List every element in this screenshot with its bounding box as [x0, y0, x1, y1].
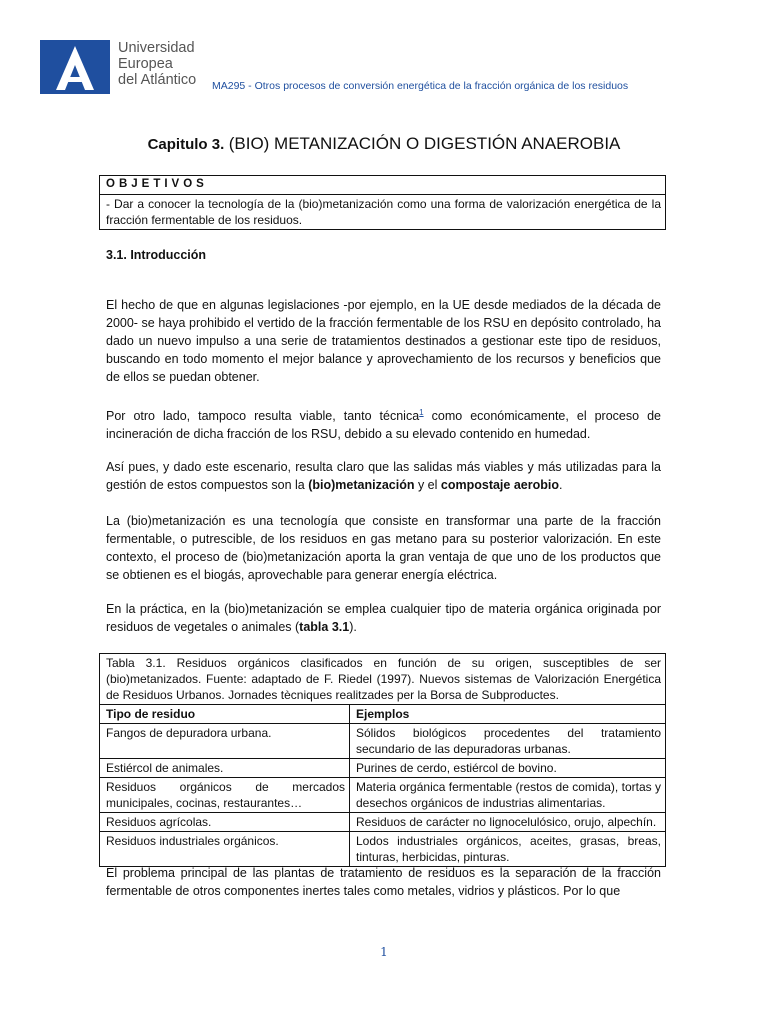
university-name-line: del Atlántico: [118, 72, 197, 88]
paragraph: [106, 600, 661, 636]
paragraph: [106, 404, 661, 443]
paragraph: [106, 458, 661, 494]
table-cell: Residuos agrícolas.: [100, 813, 350, 832]
paragraph-text: ).: [349, 620, 357, 634]
paragraph: El hecho de que en algunas legislaciones -por ejemplo, en la UE desde mediados de la década de 2000- se haya prohibido el vertido de la fracción fermentable de los RSU en depósito controlado, ha dado un nuevo impulso a una serie de tratamientos destinados a gestionar este tipo de residuos, buscando en todo momento el mejor balance y aprovechamiento de los recursos y beneficios que de ellos se puedan obtener.: [106, 298, 661, 384]
table-cell: Estiércol de animales.: [100, 759, 350, 778]
university-name-line: Universidad: [118, 40, 195, 56]
table-caption-row: [100, 654, 666, 705]
table-cell: Residuos industriales orgánicos.: [100, 832, 350, 867]
table-row: [100, 759, 666, 778]
objectives-text: - Dar a conocer la tecnología de la (bio)metanización como una forma de valorización energética de la fracción fermentable de los residuos.: [106, 197, 661, 227]
residue-table: [99, 653, 666, 867]
objectives-heading: OBJETIVOS: [100, 176, 665, 195]
table-row: [100, 832, 666, 867]
university-logo-icon: [40, 40, 110, 94]
table-cell: Fangos de depuradora urbana.: [100, 724, 350, 759]
paragraph-text: y el: [414, 478, 441, 492]
objectives-box: [99, 175, 666, 230]
university-name: [118, 40, 196, 88]
chapter-title: [0, 134, 768, 154]
bold-term: (bio)metanización: [308, 478, 415, 492]
table-cell: Residuos orgánicos de mercados municipales, cocinas, restaurantes…: [100, 778, 350, 813]
paragraph-text: .: [558, 478, 563, 492]
bold-term: compostaje aerobio: [440, 478, 559, 492]
paragraph-text: En la práctica, en la (bio)metanización se emplea cualquier tipo de materia orgánica originada por residuos de vegetales o animales (: [106, 602, 661, 634]
table-reference: tabla 3.1: [299, 620, 350, 634]
table-cell: Lodos industriales orgánicos, aceites, grasas, breas, tinturas, herbicidas, pinturas.: [350, 832, 666, 867]
paragraph: La (bio)metanización es una tecnología que consiste en transformar una parte de la fracción fermentable, o putrescible, de los residuos en gas metano para su posterior valorización. En este contexto, el proceso de (bio)metanización aporta la gran ventaja de que uno de los productos que se obtienen es el biogás, aprovechable para generar energía eléctrica.: [106, 514, 661, 582]
table-cell: Materia orgánica fermentable (restos de comida), tortas y desechos orgánicos de industrias alimentarias.: [350, 778, 666, 813]
table-header-row: [100, 705, 666, 724]
paragraph-text: Por otro lado, tampoco resulta viable, tanto técnica: [106, 409, 420, 424]
column-header: Tipo de residuo: [100, 705, 350, 724]
table-cell: Sólidos biológicos procedentes del tratamiento secundario de las depuradoras urbanas.: [350, 724, 666, 759]
section-title: 3.1. Introducción: [106, 248, 207, 262]
table-row: [100, 778, 666, 813]
footnote-link[interactable]: 1: [419, 408, 424, 417]
column-header: Ejemplos: [350, 705, 666, 724]
university-name-line: Europea: [118, 56, 173, 72]
table-cell: Purines de cerdo, estiércol de bovino.: [350, 759, 666, 778]
table-cell: Residuos de carácter no lignocelulósico, orujo, alpechín.: [350, 813, 666, 832]
chapter-label: Capitulo 3.: [147, 136, 225, 153]
paragraph: El problema principal de las plantas de tratamiento de residuos es la separación de la fracción fermentable de otros componentes inertes tales como metales, vidrios y plásticos. Por lo que: [106, 866, 661, 898]
table-row: [100, 724, 666, 759]
chapter-heading: (BIO) METANIZACIÓN O DIGESTIÓN ANAEROBIA: [228, 134, 621, 153]
paragraph-text: Así pues, y dado este escenario, resulta claro que las salidas más viables y más utilizadas para la gestión de estos compuestos son la: [106, 460, 661, 492]
paragraph-text: como económicamente, el proceso de incineración de dicha fracción de los RSU, debido a su elevado contenido en humedad.: [106, 409, 661, 442]
page-number: 1: [380, 945, 388, 959]
table-row: [100, 813, 666, 832]
table-caption: Tabla 3.1. Residuos orgánicos clasificados en función de su origen, susceptibles de ser (bio)metanizados. Fuente: adaptado de F. Riedel (1997). Nuevos sistemas de Valorización Energética de Residuos Urbanos. Jornades tècniques realitzades per la Borsa de Subproductes.: [100, 654, 666, 705]
course-header: MA295 - Otros procesos de conversión energética de la fracción orgánica de los residuos: [212, 80, 629, 92]
